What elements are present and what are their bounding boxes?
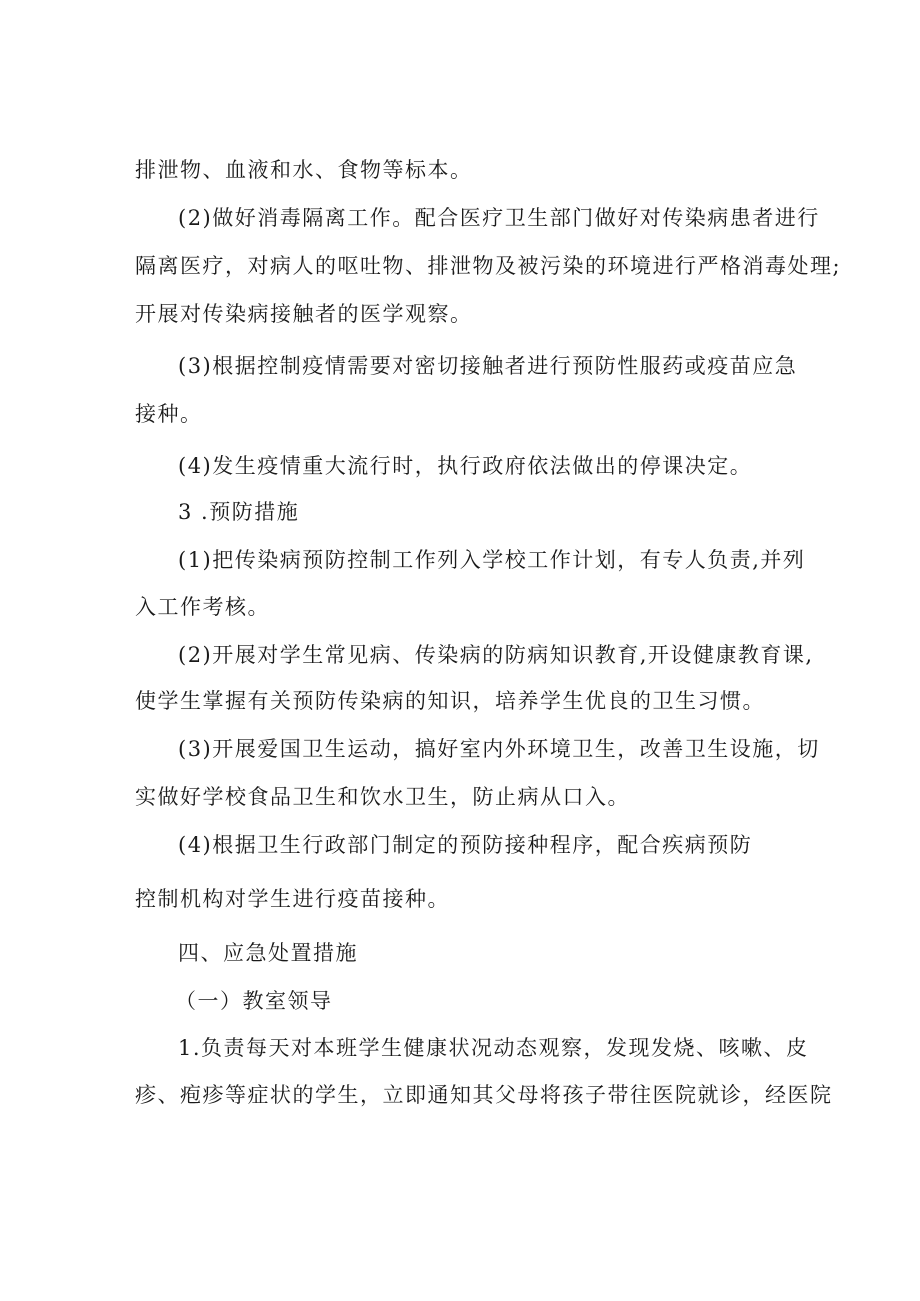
text-line: 控制机构对学生进行疫苗接种。 — [135, 887, 450, 911]
text-line: (2)开展对学生常见病、传染病的防病知识教育,开设健康教育课, — [178, 643, 814, 667]
text-line: (3)根据控制疫情需要对密切接触者进行预防性服药或疫苗应急 — [178, 354, 798, 378]
text-line: 排泄物、血液和水、食物等标本。 — [135, 158, 473, 182]
text-line: 使学生掌握有关预防传染病的知识，培养学生优良的卫生习惯。 — [135, 689, 765, 713]
text-line: (3)开展爱国卫生运动，搞好室内外环境卫生，改善卫生设施，切 — [178, 737, 820, 761]
section-heading: 3 .预防措施 — [178, 500, 300, 524]
text-line: (2)做好消毒隔离工作。配合医疗卫生部门做好对传染病患者进行 — [178, 206, 820, 230]
text-line: 开展对传染病接触者的医学观察。 — [135, 302, 473, 326]
text-line: 1.负责每天对本班学生健康状况动态观察，发现发烧、咳嗽、皮 — [178, 1036, 809, 1060]
text-line: (1)把传染病预防控制工作列入学校工作计划，有专人负责,并列 — [178, 548, 806, 572]
text-line: 实做好学校食品卫生和饮水卫生，防止病从口入。 — [135, 785, 630, 809]
text-line: (4)根据卫生行政部门制定的预防接种程序，配合疾病预防 — [178, 833, 753, 857]
text-line: 入工作考核。 — [135, 595, 270, 619]
section-heading: 四、应急处置措施 — [178, 941, 358, 965]
text-line: 接种。 — [135, 402, 203, 426]
text-line: 隔离医疗，对病人的呕吐物、排泄物及被污染的环境进行严格消毒处理; — [135, 254, 842, 278]
subsection-heading: （一）教室领导 — [175, 989, 333, 1013]
text-line: 疹、疱疹等症状的学生，立即通知其父母将孩子带往医院就诊，经医院 — [135, 1083, 833, 1107]
text-line: (4)发生疫情重大流行时，执行政府依法做出的停课决定。 — [178, 454, 753, 478]
